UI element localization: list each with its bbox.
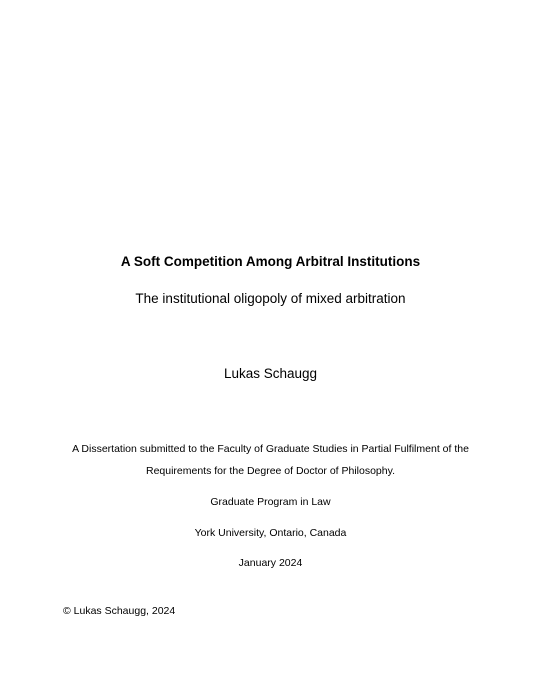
copyright-notice: © Lukas Schaugg, 2024: [63, 605, 176, 617]
graduate-program: Graduate Program in Law: [210, 496, 331, 508]
dissertation-title: A Soft Competition Among Arbitral Institutions: [120, 254, 421, 269]
submission-date: January 2024: [238, 557, 303, 569]
author-name: Lukas Schaugg: [223, 366, 318, 381]
university-location: York University, Ontario, Canada: [194, 527, 347, 539]
submission-statement-line-1: A Dissertation submitted to the Faculty of Graduate Studies in Partial Fulfilment of the: [72, 443, 469, 455]
submission-statement-line-2: Requirements for the Degree of Doctor of Philosophy.: [145, 465, 396, 477]
dissertation-subtitle: The institutional oligopoly of mixed arbitration: [135, 291, 406, 306]
